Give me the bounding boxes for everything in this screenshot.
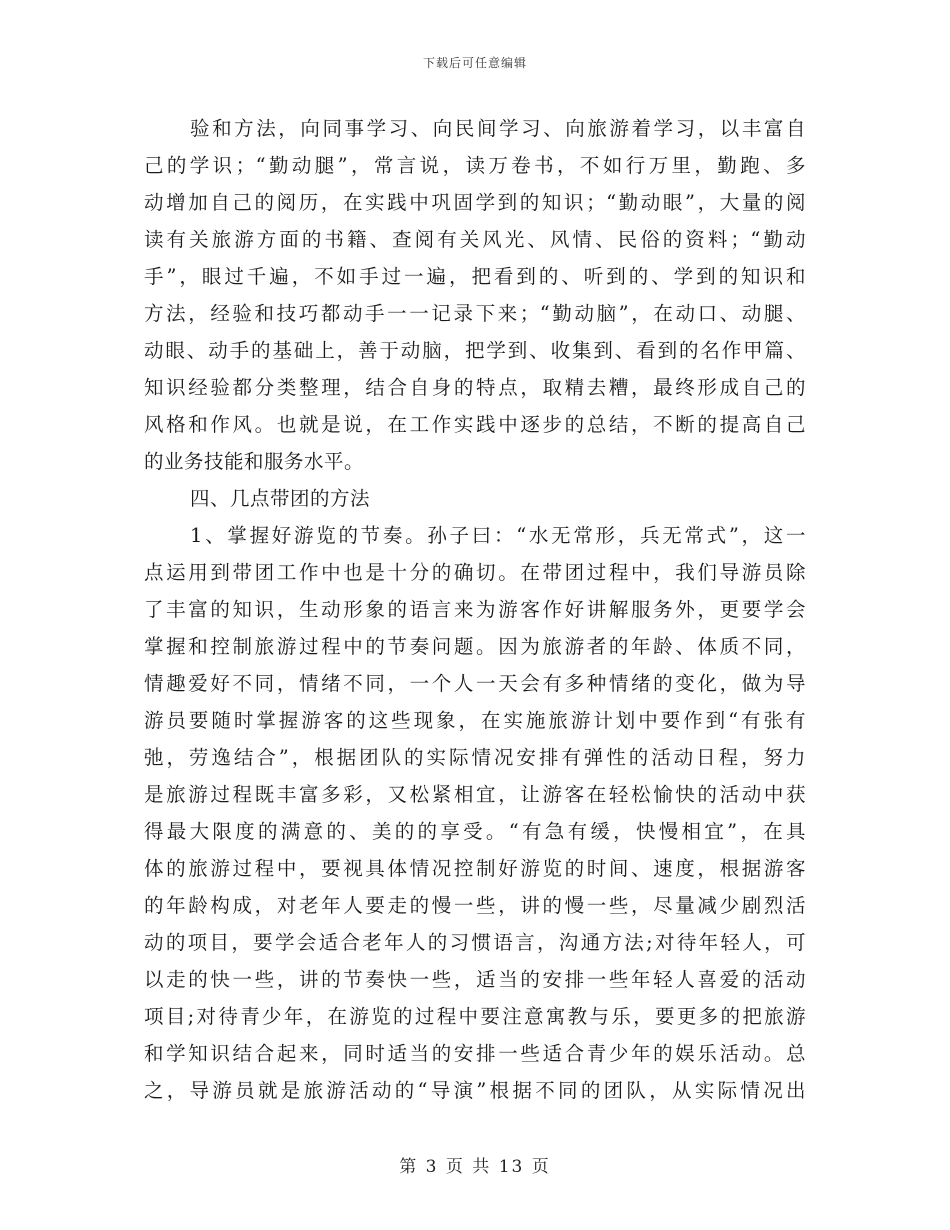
text-line: 己的学识；“勤动腿”，常言说，读万卷书，不如行万里，勤跑、多 [144, 154, 806, 177]
text-line: 手”，眼过千遍，不如手过一遍，把看到的、听到的、学到的知识和 [144, 265, 806, 288]
page-header: 下载后可任意编辑 [422, 56, 527, 70]
text-line: 动增加自己的阅历，在实践中巩固学到的知识；“勤动眼”，大量的阅 [144, 191, 806, 214]
text-line: 点运用到带团工作中也是十分的确切。在带团过程中，我们导游员除 [144, 561, 806, 584]
text-line: 知识经验都分类整理，结合自身的特点，取精去糟，最终形成自己的 [144, 376, 806, 399]
text-line: 动眼、动手的基础上，善于动脑，把学到、收集到、看到的名作甲篇、 [144, 339, 806, 362]
text-line: 之，导游员就是旅游活动的“导演”根据不同的团队，从实际情况出 [144, 1079, 806, 1102]
text-line: 是旅游过程既丰富多彩，又松紧相宜，让游客在轻松愉快的活动中获 [144, 783, 806, 806]
text-line: 弛，劳逸结合”，根据团队的实际情况安排有弹性的活动日程，努力 [144, 746, 806, 769]
section-heading: 四、几点带团的方法 [190, 487, 371, 510]
text-line: 体的旅游过程中，要视具体情况控制好游览的时间、速度，根据游客 [144, 857, 806, 880]
text-line: 以走的快一些，讲的节奏快一些，适当的安排一些年轻人喜爱的活动 [144, 968, 806, 991]
text-line: 项目;对待青少年，在游览的过程中要注意寓教与乐，要更多的把旅游 [144, 1005, 806, 1028]
text-line: 风格和作风。也就是说，在工作实践中逐步的总结，不断的提高自己 [144, 413, 806, 436]
text-line: 得最大限度的满意的、美的的享受。“有急有缓，快慢相宜”，在具 [144, 820, 806, 843]
text-line: 和学知识结合起来，同时适当的安排一些适合青少年的娱乐活动。总 [144, 1042, 806, 1065]
text-line: 了丰富的知识，生动形象的语言来为游客作好讲解服务外，更要学会 [144, 598, 806, 621]
text-line: 方法，经验和技巧都动手一一记录下来；“勤动脑”，在动口、动腿、 [144, 302, 806, 325]
text-line: 验和方法，向同事学习、向民间学习、向旅游着学习，以丰富自 [190, 117, 806, 140]
document-body [144, 110, 806, 1109]
page-footer: 第 3 页 共 13 页 [399, 1157, 551, 1177]
text-line: 动的项目，要学会适合老年人的习惯语言，沟通方法;对待年轻人，可 [144, 931, 806, 954]
text-line: 游员要随时掌握游客的这些现象，在实施旅游计划中要作到“有张有 [144, 709, 806, 732]
text-line: 的业务技能和服务水平。 [144, 450, 365, 473]
text-line: 读有关旅游方面的书籍、查阅有关风光、风情、民俗的资料；“勤动 [144, 228, 806, 251]
text-line: 情趣爱好不同，情绪不同，一个人一天会有多种情绪的变化，做为导 [144, 672, 806, 695]
text-line: 1、掌握好游览的节奏。孙子曰：“水无常形，兵无常式”，这一 [190, 524, 806, 547]
text-line: 的年龄构成，对老年人要走的慢一些，讲的慢一些，尽量减少剧烈活 [144, 894, 806, 917]
text-line: 掌握和控制旅游过程中的节奏问题。因为旅游者的年龄、体质不同， [144, 635, 806, 658]
